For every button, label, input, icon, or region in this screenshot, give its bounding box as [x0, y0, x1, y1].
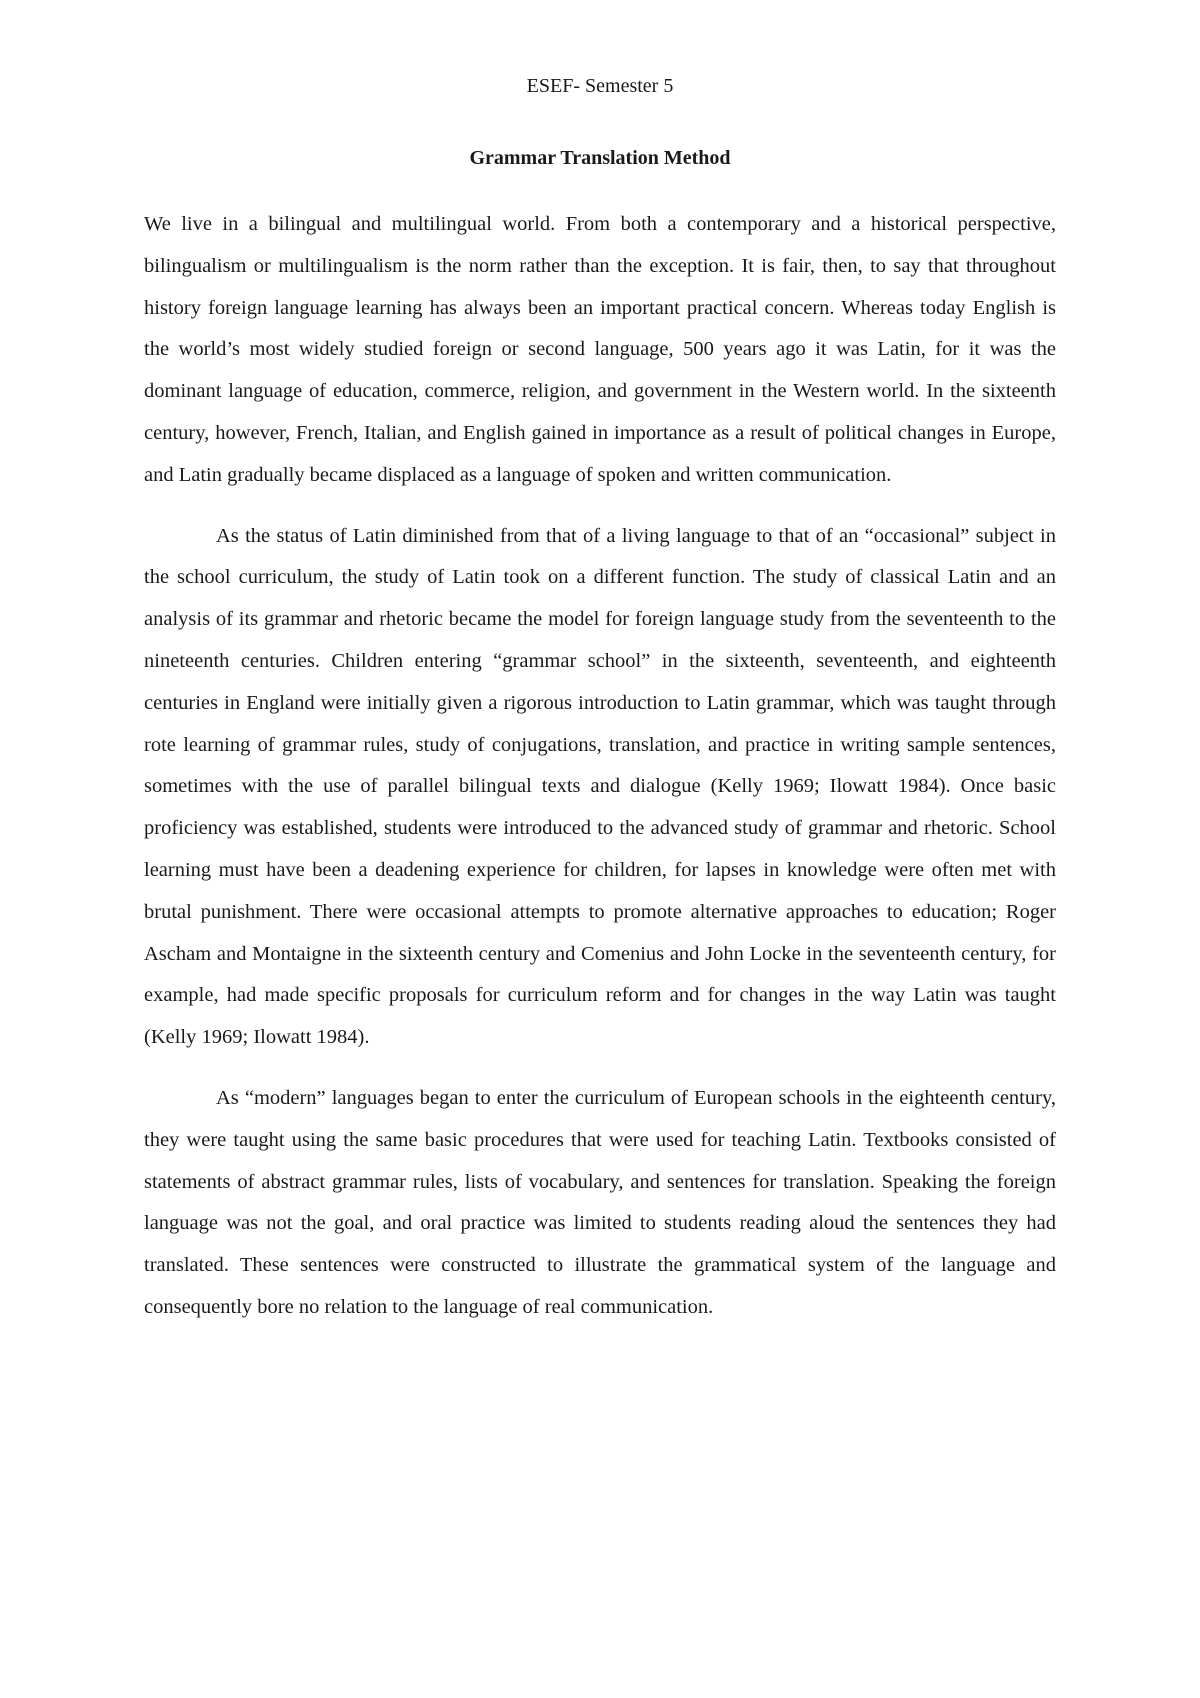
- paragraph-intro: We live in a bilingual and multilingual world. From both a contemporary and a historical perspective, bilingualism or multilingualism is the norm rather than the exception. It is fair, then, to say that throughout history foreign language learning has always been an important practical concern. Whereas today English is the world’s most widely studied foreign or second language, 500 years ago it was Latin, for it was the dominant language of education, commerce, religion, and government in the Western world. In the sixteenth century, however, French, Italian, and English gained in importance as a result of political changes in Europe, and Latin gradually became displaced as a language of spoken and written communication.: [144, 213, 1056, 486]
- paragraph-latin-status: As the status of Latin diminished from that of a living language to that of an “occasional” subject in the school curriculum, the study of Latin took on a different function. The study of classical Latin and an analysis of its grammar and rhetoric became the model for foreign language study from the seventeenth to the nineteenth centuries. Children entering “grammar school” in the sixteenth, seventeenth, and eighteenth centuries in England were initially given a rigorous introduction to Latin grammar, which was taught through rote learning of grammar rules, study of conjugations, translation, and practice in writing sample sentences, sometimes with the use of parallel bilingual texts and dialogue (Kelly 1969; Ilowatt 1984). Once basic proficiency was established, students were introduced to the advanced study of grammar and rhetoric. School learning must have been a deadening experience for children, for lapses in knowledge were often met with brutal punishment. There were occasional attempts to promote alternative approaches to education; Roger Ascham and Montaigne in the sixteenth century and Comenius and John Locke in the seventeenth century, for example, had made specific proposals for curriculum reform and for changes in the way Latin was taught (Kelly 1969; Ilowatt 1984).: [144, 524, 1056, 1049]
- page-header: ESEF- Semester 5: [526, 75, 674, 97]
- document-body: [144, 204, 1056, 1329]
- document-title: Grammar Translation Method: [469, 147, 731, 169]
- paragraph-modern-languages: As “modern” languages began to enter the curriculum of European schools in the eighteenth century, they were taught using the same basic procedures that were used for teaching Latin. Textbooks consisted of statements of abstract grammar rules, lists of vocabulary, and sentences for translation. Speaking the foreign language was not the goal, and oral practice was limited to students reading aloud the sentences they had translated. These sentences were constructed to illustrate the grammatical system of the language and consequently bore no relation to the language of real communication.: [144, 1086, 1056, 1318]
